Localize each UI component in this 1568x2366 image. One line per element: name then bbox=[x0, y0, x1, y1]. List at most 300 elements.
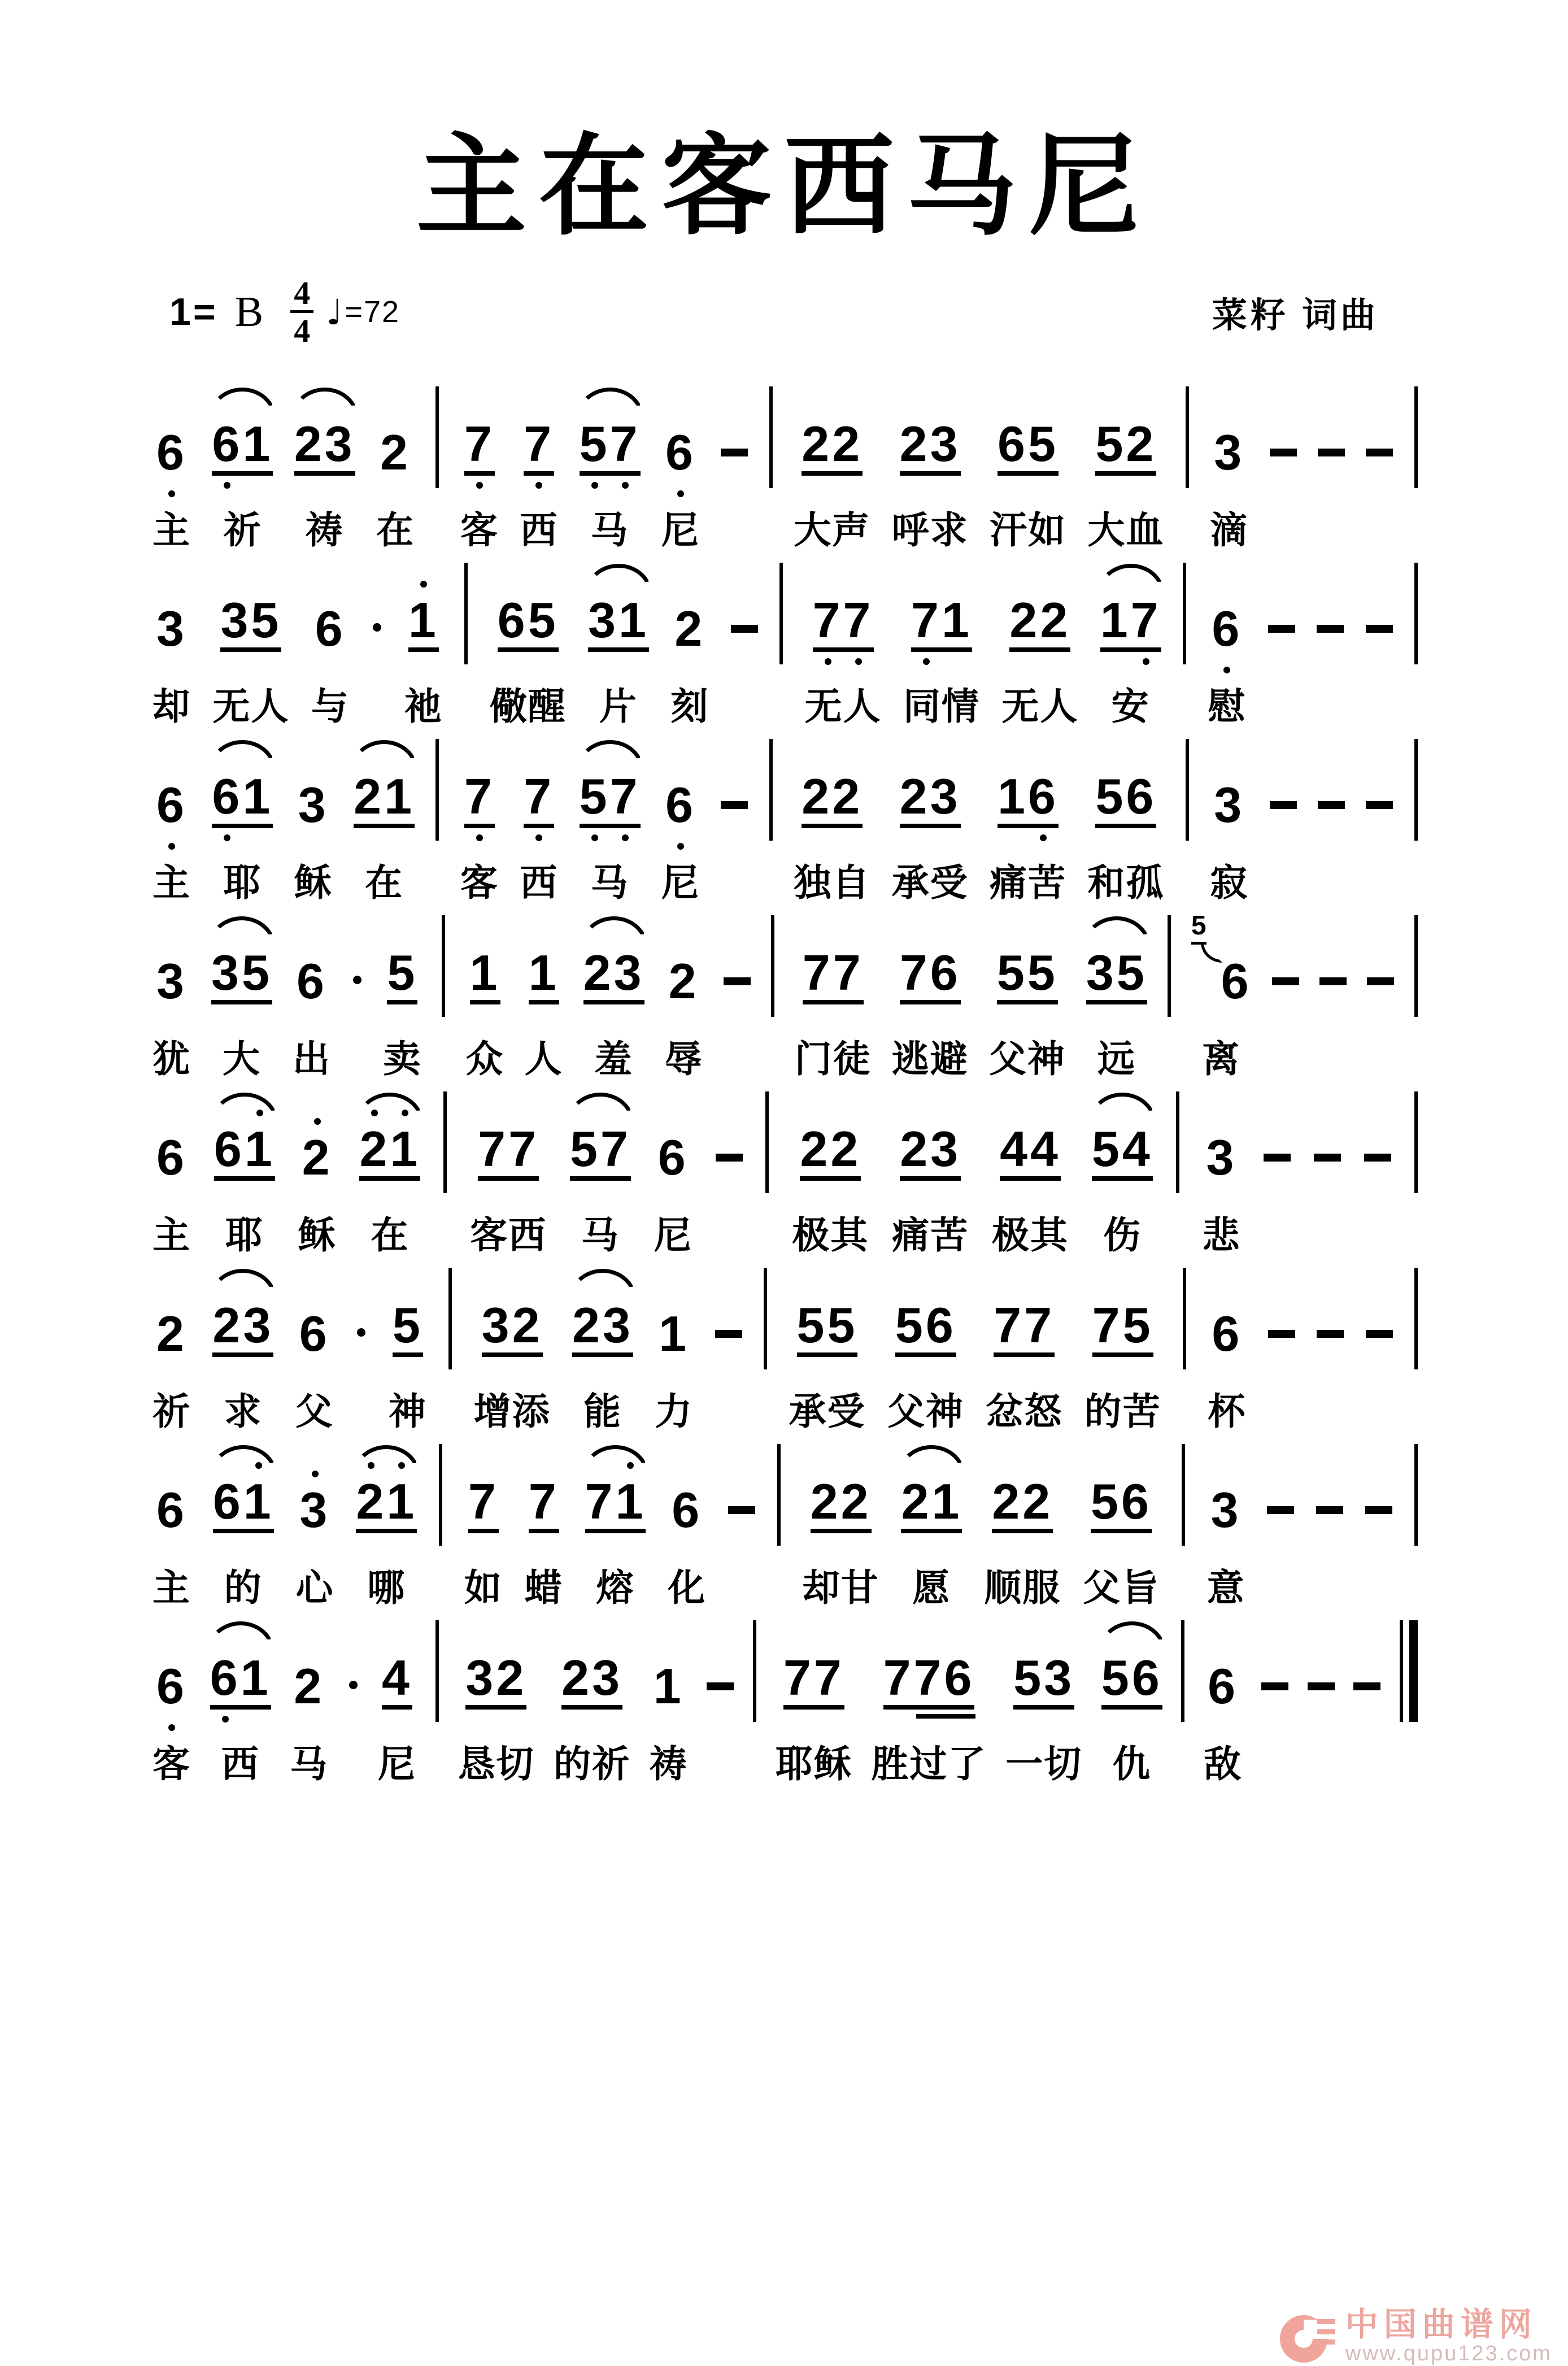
lyric: 马 bbox=[590, 862, 629, 903]
note-digit: 2 bbox=[899, 768, 930, 825]
note-digit: 7 bbox=[464, 416, 495, 472]
lyric: 滴 bbox=[1210, 509, 1249, 551]
note-digit: 3 bbox=[930, 768, 961, 825]
watermark-text bbox=[1345, 2308, 1552, 2366]
note-cell bbox=[153, 1443, 191, 1619]
dash-cell bbox=[1267, 1443, 1294, 1619]
note-digit: 5 bbox=[387, 945, 418, 1001]
dash-cell bbox=[1272, 914, 1299, 1090]
note bbox=[298, 777, 329, 833]
note-digit: 6 bbox=[1212, 1306, 1243, 1362]
duration-dash bbox=[1264, 1154, 1291, 1162]
note bbox=[1100, 592, 1161, 652]
note bbox=[572, 1297, 633, 1357]
note-digit: 6 bbox=[1221, 953, 1252, 1010]
lyric: 马 bbox=[581, 1214, 620, 1256]
dash-cell bbox=[724, 914, 751, 1090]
note-digit: 5 bbox=[579, 416, 610, 472]
lyric bbox=[351, 1038, 363, 1080]
note-digit: 2 bbox=[156, 1306, 187, 1362]
note-digit: 3 bbox=[592, 1650, 623, 1706]
note-cell bbox=[1001, 562, 1078, 738]
lyric: 呼求 bbox=[891, 509, 969, 551]
note bbox=[883, 1650, 975, 1710]
qupu-logo-icon bbox=[1280, 2310, 1336, 2366]
barline-cell bbox=[779, 562, 783, 738]
barline-cell bbox=[1414, 738, 1418, 914]
note-digit: 6 bbox=[156, 1482, 187, 1538]
note-digit: 3 bbox=[588, 592, 619, 649]
note-cell bbox=[153, 914, 191, 1090]
note-cell bbox=[776, 1619, 852, 1795]
note bbox=[464, 768, 495, 828]
score-line-7 bbox=[153, 1443, 1418, 1619]
lyric: 父神 bbox=[988, 1038, 1066, 1080]
note-digit: 2 bbox=[294, 1658, 325, 1715]
dash-cell bbox=[1366, 1267, 1393, 1443]
note-cell bbox=[153, 562, 191, 738]
note-digit: 2 bbox=[496, 1650, 527, 1706]
barline-cell bbox=[1414, 1443, 1418, 1619]
note-digit: 5 bbox=[827, 1297, 858, 1354]
augmentation-dot bbox=[357, 1328, 365, 1337]
dash-cell bbox=[721, 385, 748, 562]
grace-note: 5 bbox=[1191, 912, 1207, 945]
note bbox=[294, 416, 355, 476]
barline-cell bbox=[1168, 914, 1171, 1090]
note-cell bbox=[794, 738, 870, 914]
note-digit: 6 bbox=[665, 424, 696, 481]
note-cell bbox=[585, 1443, 646, 1619]
barline-cell bbox=[771, 914, 774, 1090]
note bbox=[1000, 1121, 1061, 1181]
note-digit: 3 bbox=[298, 777, 329, 833]
note bbox=[156, 601, 187, 657]
note-digit: 7 bbox=[913, 1650, 944, 1706]
barline-cell bbox=[1414, 385, 1418, 562]
lyric: 能 bbox=[583, 1390, 622, 1432]
duration-dash bbox=[721, 449, 748, 456]
note bbox=[382, 1650, 412, 1710]
key-tempo-block bbox=[169, 276, 400, 347]
lyric: 痛苦 bbox=[990, 862, 1066, 903]
note-digit: 7 bbox=[524, 768, 555, 825]
note-digit: 1 bbox=[659, 1306, 690, 1362]
note-digit: 2 bbox=[356, 1473, 387, 1530]
note-digit: 7 bbox=[833, 945, 864, 1001]
lyric: 祂 bbox=[404, 685, 443, 727]
note bbox=[356, 1473, 417, 1533]
note-digit: 7 bbox=[468, 1473, 499, 1530]
lyric: 敌 bbox=[1204, 1743, 1243, 1785]
note bbox=[524, 416, 555, 476]
barline-cell bbox=[753, 1619, 756, 1795]
lyric: 客西 bbox=[470, 1214, 547, 1256]
note bbox=[561, 1650, 623, 1710]
note bbox=[1013, 1650, 1075, 1710]
dash-cell bbox=[1314, 1090, 1341, 1267]
note-cell bbox=[892, 385, 969, 562]
barline bbox=[1176, 1091, 1179, 1193]
barline-cell bbox=[448, 1267, 452, 1443]
lyric: 顺服 bbox=[984, 1567, 1061, 1608]
final-barline bbox=[1400, 1620, 1418, 1722]
note-digit: 3 bbox=[243, 1297, 274, 1354]
note-digit: 7 bbox=[843, 592, 874, 649]
barline-cell bbox=[764, 1267, 767, 1443]
note-digit: 1 bbox=[390, 1121, 421, 1177]
note bbox=[156, 424, 187, 481]
lyric: 神 bbox=[388, 1390, 427, 1432]
note bbox=[996, 945, 1058, 1004]
note-digit: 2 bbox=[1040, 592, 1071, 649]
barline bbox=[1414, 1444, 1418, 1546]
duration-dash bbox=[1366, 449, 1393, 456]
note-cell bbox=[298, 1090, 337, 1267]
note bbox=[802, 945, 864, 1004]
note-digit: 3 bbox=[613, 945, 644, 1001]
duration-dash bbox=[1318, 801, 1345, 809]
note-digit: 6 bbox=[212, 1473, 243, 1530]
note-digit: 1 bbox=[998, 768, 1028, 825]
note-cell bbox=[1204, 1619, 1242, 1795]
note-digit: 6 bbox=[665, 777, 696, 833]
note-cell bbox=[356, 1443, 417, 1619]
lyric: 痛苦 bbox=[892, 1214, 969, 1256]
barline bbox=[435, 386, 439, 488]
note-cell bbox=[213, 1443, 274, 1619]
dash-cell bbox=[707, 1619, 734, 1795]
lyric: 愿 bbox=[912, 1567, 951, 1608]
watermark-site-name: 中国曲谱网 bbox=[1345, 2306, 1537, 2343]
lyric bbox=[1373, 1391, 1384, 1432]
lyric: 大血 bbox=[1087, 509, 1165, 551]
note-cell bbox=[211, 914, 272, 1090]
barline-cell bbox=[1183, 1267, 1186, 1443]
note bbox=[810, 1473, 872, 1533]
lyric bbox=[1374, 862, 1385, 903]
note-digit: 3 bbox=[1086, 945, 1117, 1001]
note-digit: 6 bbox=[497, 592, 528, 649]
note-cell bbox=[570, 1090, 631, 1267]
lyric bbox=[1326, 510, 1337, 551]
note-digit: 7 bbox=[911, 592, 942, 649]
note bbox=[156, 953, 187, 1010]
note-cell bbox=[989, 914, 1066, 1090]
note-cell bbox=[805, 562, 882, 738]
note-digit: 6 bbox=[1121, 1473, 1152, 1530]
lyric bbox=[715, 1743, 726, 1785]
note-digit: 2 bbox=[1126, 416, 1157, 472]
lyric: 尼 bbox=[378, 1743, 416, 1785]
duration-dash bbox=[721, 801, 748, 809]
duration-dash bbox=[1261, 1682, 1288, 1690]
note-cell bbox=[404, 562, 443, 738]
barline bbox=[779, 563, 783, 664]
duration-dash bbox=[728, 1506, 755, 1514]
note-cell bbox=[661, 385, 700, 562]
note-digit: 1 bbox=[242, 768, 273, 825]
note-digit: 3 bbox=[299, 1482, 330, 1538]
note-cell bbox=[212, 738, 273, 914]
barline bbox=[769, 386, 773, 488]
note-digit: 2 bbox=[359, 1121, 390, 1177]
note-digit: 7 bbox=[1130, 592, 1161, 649]
note bbox=[1214, 424, 1245, 481]
barline bbox=[1181, 1620, 1184, 1722]
note-digit: 2 bbox=[900, 1121, 931, 1177]
barline bbox=[1414, 739, 1418, 841]
lyric: 远 bbox=[1097, 1038, 1136, 1080]
note-cell bbox=[474, 1267, 551, 1443]
lyric bbox=[1324, 1567, 1335, 1608]
note bbox=[478, 1121, 539, 1181]
barline-cell bbox=[1414, 1267, 1418, 1443]
dash-cell bbox=[1316, 1443, 1343, 1619]
duration-dash bbox=[1319, 977, 1347, 985]
lyric: 极其 bbox=[992, 1214, 1069, 1256]
dash-cell bbox=[1365, 1443, 1392, 1619]
note-digit: 2 bbox=[512, 1297, 543, 1354]
note-digit: 6 bbox=[1212, 601, 1243, 657]
barline bbox=[439, 1444, 442, 1546]
note-cell bbox=[1086, 914, 1147, 1090]
lyric: 求 bbox=[224, 1390, 263, 1432]
note bbox=[380, 424, 411, 481]
lyric bbox=[1276, 686, 1287, 727]
note-cell bbox=[892, 1090, 969, 1267]
score-line-4 bbox=[153, 911, 1418, 1090]
note-digit: 2 bbox=[802, 416, 833, 472]
note-cell bbox=[520, 385, 558, 562]
lyric: 祈 bbox=[153, 1390, 191, 1432]
note-digit: 3 bbox=[1210, 1482, 1242, 1538]
lyric bbox=[729, 510, 740, 551]
note-cell bbox=[580, 385, 641, 562]
note bbox=[156, 1129, 187, 1186]
barline-cell bbox=[777, 1443, 781, 1619]
lyric: 卖 bbox=[383, 1038, 422, 1080]
note-cell bbox=[383, 914, 421, 1090]
dash-cell bbox=[716, 1090, 743, 1267]
note-cell bbox=[311, 562, 350, 738]
time-signature-numerator: 4 bbox=[294, 275, 311, 312]
note-cell bbox=[654, 1090, 692, 1267]
tempo-value: =72 bbox=[345, 295, 400, 329]
barline bbox=[764, 1268, 767, 1369]
note-digit: 1 bbox=[386, 1473, 417, 1530]
barline bbox=[448, 1268, 452, 1369]
note-digit: 1 bbox=[240, 1650, 271, 1706]
note-digit: 5 bbox=[1116, 945, 1147, 1001]
note bbox=[1086, 945, 1147, 1004]
duration-dash bbox=[1318, 449, 1345, 456]
note-digit: 2 bbox=[899, 416, 930, 472]
lyric: 如 bbox=[464, 1567, 503, 1608]
lyric: 父 bbox=[295, 1390, 334, 1432]
barline bbox=[1414, 386, 1418, 488]
note bbox=[408, 592, 439, 652]
note bbox=[1208, 1658, 1239, 1715]
note-digit: 3 bbox=[602, 1297, 633, 1354]
note-cell bbox=[460, 385, 499, 562]
lyric bbox=[1275, 1567, 1286, 1608]
barline bbox=[1183, 1268, 1186, 1369]
note-digit: 6 bbox=[672, 1482, 703, 1538]
lyric: 在 bbox=[371, 1214, 410, 1256]
lyric: 片 bbox=[599, 685, 638, 727]
duration-dash bbox=[1367, 977, 1394, 985]
score-header bbox=[169, 275, 1379, 349]
note-digit: 1 bbox=[619, 592, 649, 649]
lyric bbox=[347, 1743, 359, 1785]
lyric bbox=[1327, 1038, 1338, 1080]
barline-cell bbox=[1181, 1619, 1184, 1795]
augmentation-dot-cell bbox=[351, 914, 363, 1090]
dash-cell bbox=[1308, 1619, 1335, 1795]
lyric bbox=[1372, 1215, 1383, 1256]
duration-dash bbox=[731, 625, 758, 633]
note-cell bbox=[668, 1443, 706, 1619]
note-cell bbox=[990, 738, 1066, 914]
barline bbox=[442, 915, 445, 1017]
lyric bbox=[1373, 686, 1384, 727]
note-digit: 5 bbox=[1095, 768, 1126, 825]
barline-cell bbox=[769, 738, 773, 914]
note bbox=[665, 424, 696, 481]
lyric: 主 bbox=[153, 509, 191, 551]
note-digit: 2 bbox=[583, 945, 614, 1001]
note bbox=[302, 1129, 333, 1186]
note-cell bbox=[1087, 385, 1164, 562]
duration-dash bbox=[1353, 1682, 1380, 1690]
lyric bbox=[729, 862, 740, 903]
lyric: 力 bbox=[655, 1390, 694, 1432]
note bbox=[569, 1121, 631, 1181]
note-digit: 3 bbox=[211, 945, 242, 1001]
note bbox=[1009, 592, 1071, 652]
note bbox=[156, 1658, 187, 1715]
note bbox=[585, 1473, 646, 1533]
note bbox=[998, 768, 1059, 828]
note-digit: 2 bbox=[832, 416, 863, 472]
quarter-note-icon: ♩ bbox=[326, 291, 343, 333]
note-cell bbox=[572, 1267, 633, 1443]
note-cell bbox=[1207, 1443, 1245, 1619]
duration-dash bbox=[1366, 1330, 1393, 1338]
note-cell bbox=[1005, 1619, 1082, 1795]
note-digit: 1 bbox=[384, 768, 415, 825]
note-cell bbox=[296, 1443, 334, 1619]
note-digit: 6 bbox=[1028, 768, 1059, 825]
lyric bbox=[731, 1038, 742, 1080]
note-digit: 2 bbox=[561, 1650, 593, 1706]
lyric: 化 bbox=[668, 1567, 707, 1608]
note-digit: 7 bbox=[1024, 1297, 1055, 1354]
note-digit: 2 bbox=[572, 1297, 603, 1354]
duration-dash bbox=[715, 1330, 742, 1338]
note-digit: 5 bbox=[528, 592, 559, 649]
lyric bbox=[1277, 862, 1288, 903]
note-digit: 2 bbox=[992, 1473, 1023, 1530]
note bbox=[796, 1297, 858, 1357]
note-cell bbox=[554, 1619, 630, 1795]
lyric: 逃避 bbox=[891, 1038, 969, 1080]
lyric: 众 bbox=[465, 1038, 504, 1080]
note bbox=[294, 1658, 325, 1715]
note-cell bbox=[1101, 1619, 1162, 1795]
lyric: 承受 bbox=[891, 862, 969, 903]
note-digit: 5 bbox=[579, 768, 610, 825]
note-digit: 2 bbox=[294, 416, 325, 472]
lyric bbox=[1373, 1567, 1384, 1608]
lyric: 犹 bbox=[153, 1038, 191, 1080]
note-digit: 2 bbox=[668, 953, 699, 1010]
note-digit: 2 bbox=[302, 1129, 333, 1186]
note bbox=[1212, 601, 1243, 657]
note-digit: 7 bbox=[883, 1650, 914, 1706]
dash-cell bbox=[1318, 738, 1345, 914]
lyric bbox=[1325, 1391, 1336, 1432]
note-cell bbox=[295, 1267, 334, 1443]
lyric: 寂 bbox=[1210, 862, 1249, 903]
note bbox=[212, 1473, 274, 1533]
note bbox=[911, 592, 972, 652]
watermark bbox=[1280, 2308, 1552, 2366]
lyric: 出 bbox=[293, 1038, 331, 1080]
lyric: 意 bbox=[1207, 1567, 1245, 1608]
note-cell bbox=[1084, 1267, 1161, 1443]
note-digit: 7 bbox=[478, 1121, 509, 1177]
note-cell bbox=[1100, 562, 1161, 738]
note-cell bbox=[153, 1267, 191, 1443]
duration-dash bbox=[1366, 801, 1393, 809]
dash-cell bbox=[1270, 738, 1297, 914]
note-digit: 7 bbox=[1092, 1297, 1123, 1354]
note-cell bbox=[212, 1267, 273, 1443]
lyric: 客 bbox=[460, 509, 499, 551]
lyric: 大 bbox=[223, 1038, 261, 1080]
note bbox=[359, 1121, 421, 1181]
note-cell bbox=[294, 385, 355, 562]
lyric: 西 bbox=[520, 509, 559, 551]
lyric bbox=[1374, 1038, 1386, 1080]
lyric: 极其 bbox=[792, 1214, 869, 1256]
note-digit: 6 bbox=[156, 777, 187, 833]
note-digit: 7 bbox=[609, 416, 641, 472]
note bbox=[588, 592, 649, 652]
lyric bbox=[739, 686, 750, 727]
note-digit: 6 bbox=[212, 416, 243, 472]
barline-cell bbox=[435, 1619, 439, 1795]
note-digit: 7 bbox=[813, 1650, 844, 1706]
note bbox=[156, 777, 187, 833]
duration-dash bbox=[707, 1682, 734, 1690]
dash-cell bbox=[1367, 914, 1394, 1090]
note-cell bbox=[378, 1619, 416, 1795]
barline-cell bbox=[439, 1443, 442, 1619]
note-digit: 4 bbox=[1000, 1121, 1031, 1177]
note bbox=[1091, 1473, 1152, 1533]
note-cell bbox=[470, 1090, 547, 1267]
lyric: 增添 bbox=[473, 1390, 551, 1432]
note-digit: 3 bbox=[930, 416, 961, 472]
note bbox=[1214, 777, 1245, 833]
lyric: 胜过了 bbox=[871, 1743, 987, 1785]
lyric bbox=[1322, 1215, 1333, 1256]
note bbox=[1091, 1121, 1153, 1181]
note-cell bbox=[389, 1267, 427, 1443]
